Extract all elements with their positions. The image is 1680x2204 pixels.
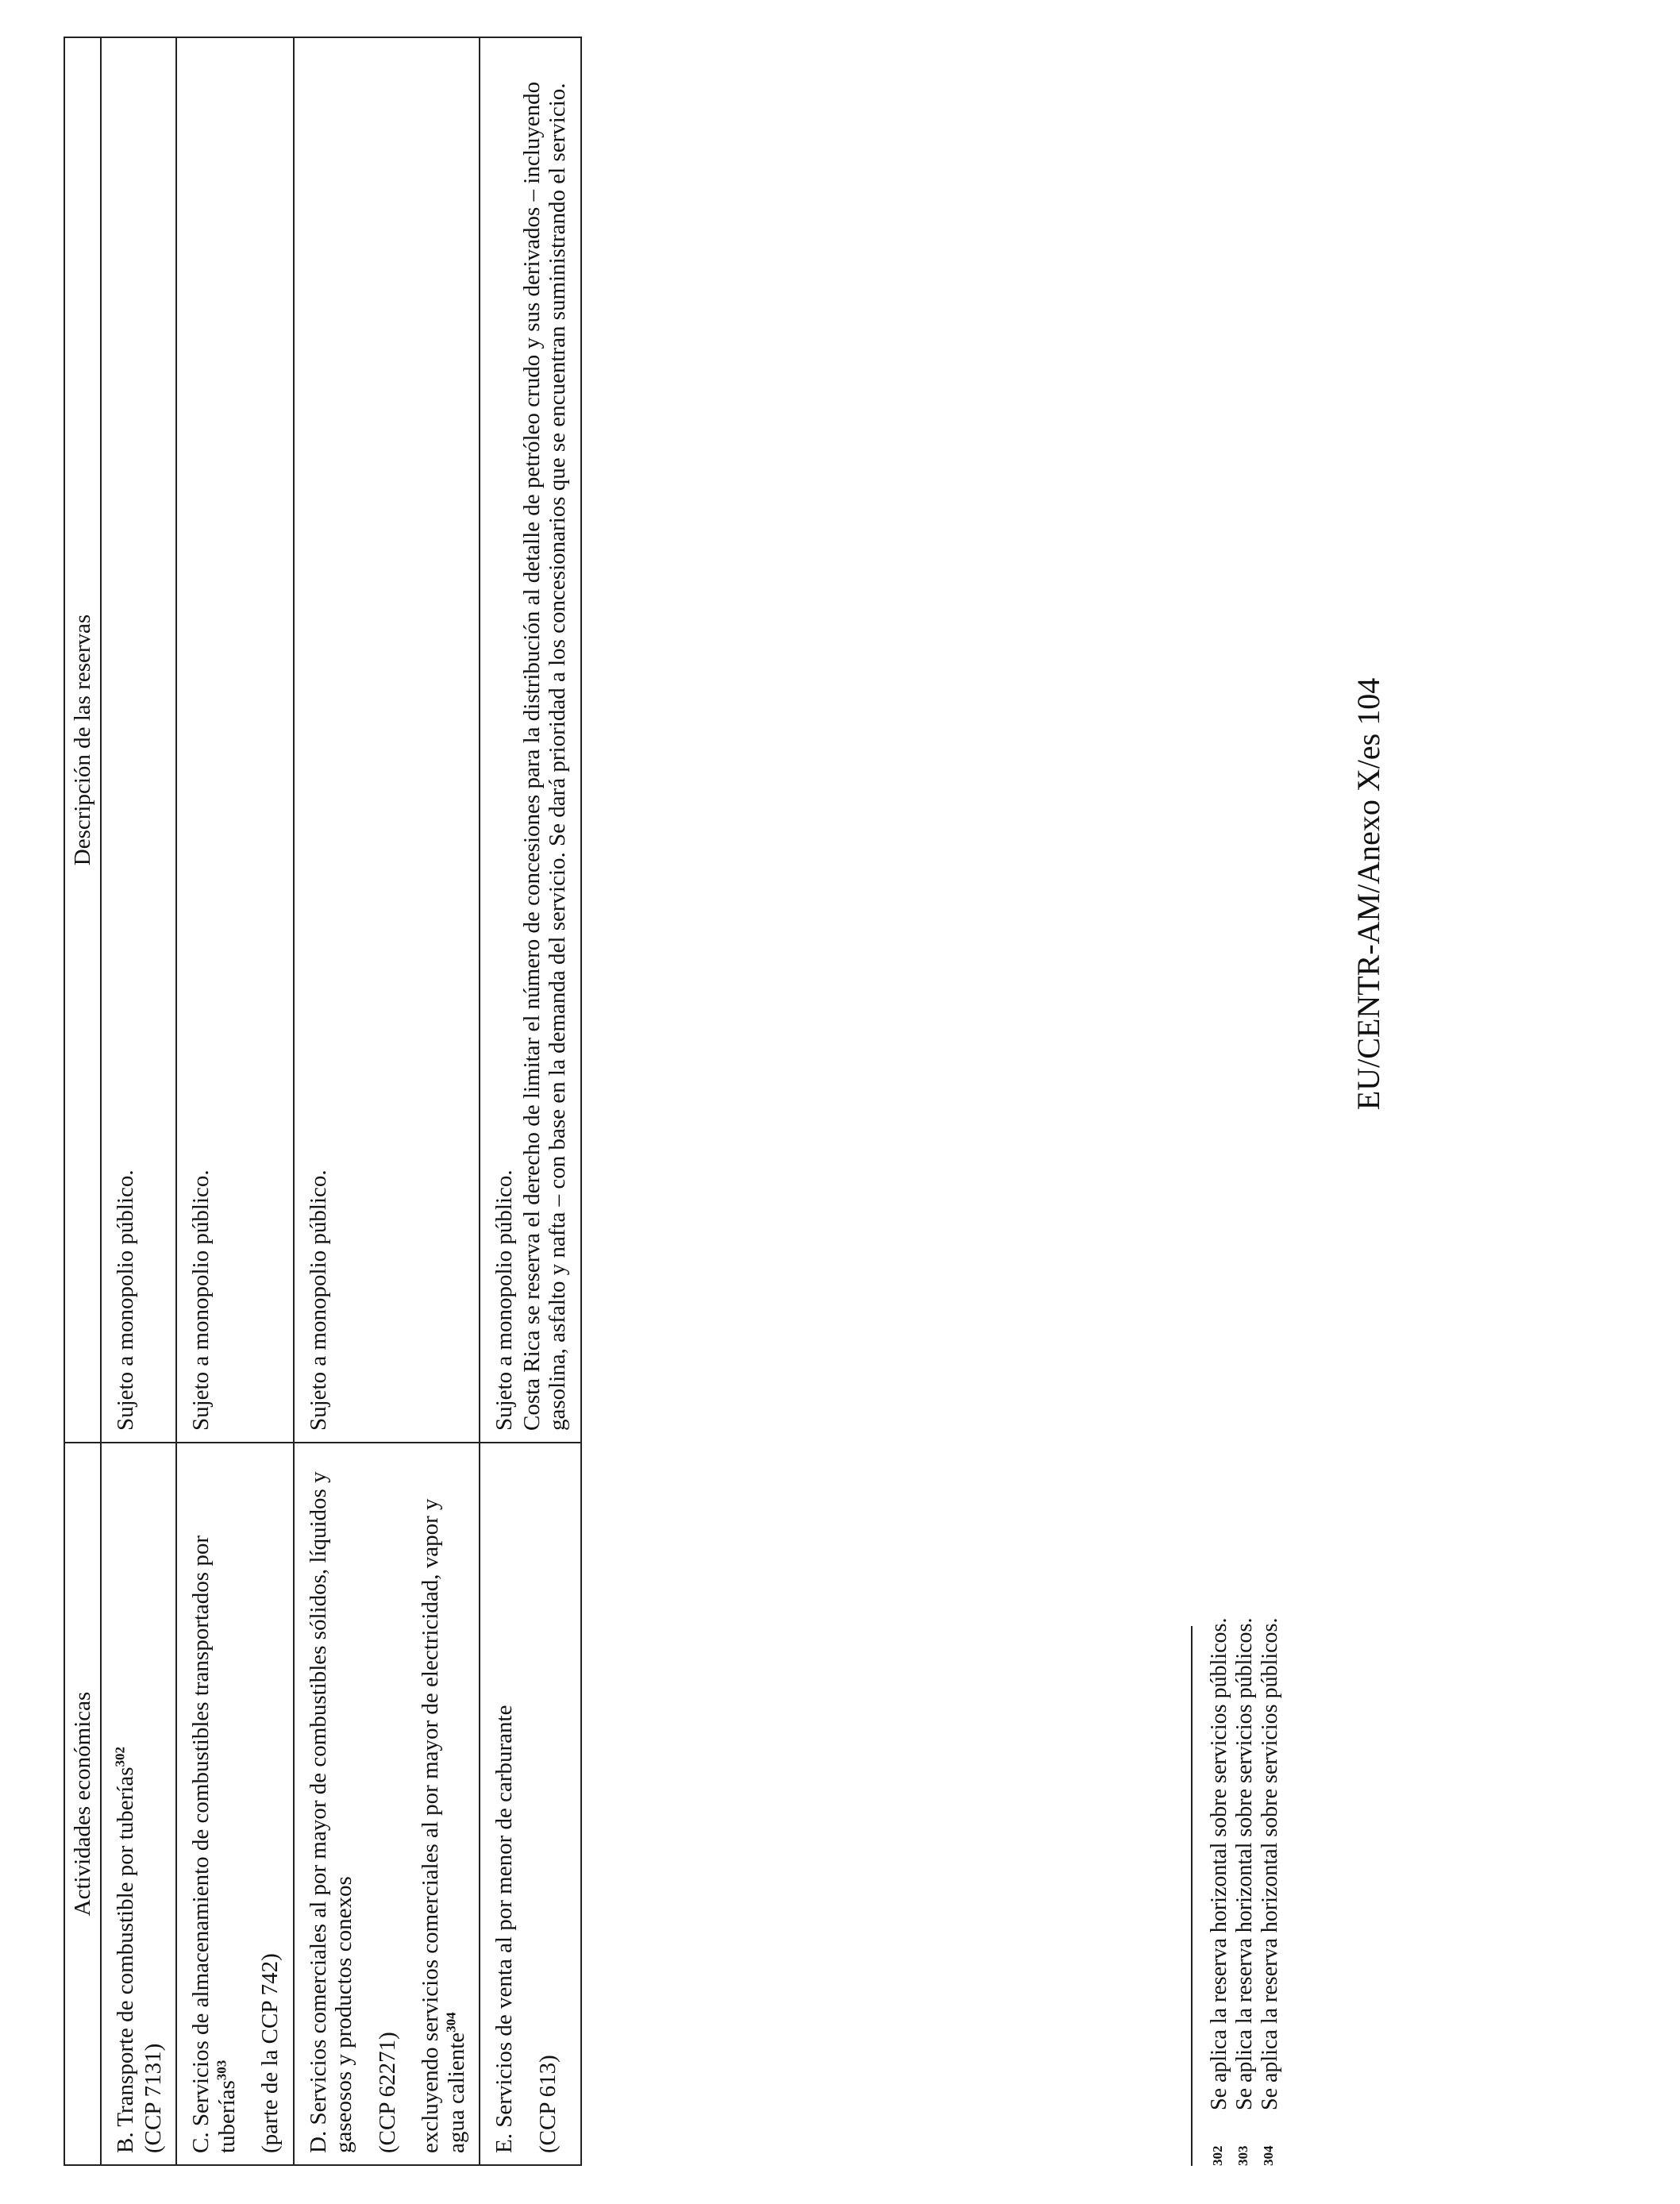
activity-code: (CCP 62271)	[374, 2032, 400, 2153]
footnote-number: 304	[1261, 2145, 1277, 2166]
description-text: Sujeto a monopolio público.	[491, 1169, 518, 1431]
description-cell	[480, 37, 580, 1443]
activity-cell	[101, 1443, 176, 2165]
activity-code: (CCP 613)	[534, 2055, 561, 2153]
description-text: Costa Rica se reserva el derecho de limitar el número de concesiones para la distribución al detalle de petróleo crudo y sus derivados – incluyendo gasolina, asfalto y nafta – con base en la demanda del servicio. Se dará prioridad a los concesionarios que se encuentran suministrando el servicio.	[518, 81, 571, 1431]
description-text: Sujeto a monopolio público.	[305, 1169, 331, 1431]
footnote-divider	[1191, 1626, 1193, 2166]
activity-text: E. Servicios de venta al por menor de carburante	[491, 1705, 518, 2153]
activity-cell	[176, 1443, 293, 2165]
page-reference: EU/CENTR-AM/Anexo X/es 104	[1351, 677, 1386, 1111]
footnote-number: 303	[1235, 2145, 1251, 2166]
activity-text: B. Transporte de combustible por tuberías	[113, 1767, 139, 2153]
reservations-table	[64, 37, 582, 2166]
activity-text: C. Servicios de almacenamiento de combustibles transportados por tuberías	[188, 1535, 240, 2153]
header-description: Descripción de las reservas	[64, 37, 101, 1443]
description-cell	[294, 37, 480, 1443]
footnote	[1207, 896, 1232, 2166]
activity-cell	[294, 1443, 480, 2165]
activity-text: D. Servicios comerciales al por mayor de combustibles sólidos, líquidos y gaseosos y productos conexos	[305, 1471, 357, 2153]
footnote-ref[interactable]: 303	[214, 2060, 229, 2081]
footnote-text: Se aplica la reserva horizontal sobre servicios públicos.	[1232, 1617, 1258, 2110]
table-row	[480, 37, 580, 2165]
description-cell	[176, 37, 293, 1443]
footnote-ref[interactable]: 302	[112, 1746, 128, 1767]
footnote-number: 302	[1210, 2145, 1225, 2166]
table-header-row	[64, 37, 101, 2165]
activity-code: (CCP 7131)	[140, 2043, 166, 2153]
activity-code: (parte de la CCP 742)	[257, 1953, 283, 2153]
description-text: Sujeto a monopolio público.	[188, 1169, 214, 1431]
activity-cell	[480, 1443, 580, 2165]
table-row	[294, 37, 480, 2165]
description-text: Sujeto a monopolio público.	[113, 1169, 139, 1431]
footnote-ref[interactable]: 304	[443, 2012, 459, 2033]
footnote-text: Se aplica la reserva horizontal sobre servicios públicos.	[1207, 1617, 1231, 2110]
footnote	[1232, 896, 1258, 2166]
footnote-text: Se aplica la reserva horizontal sobre servicios públicos.	[1258, 1617, 1283, 2110]
description-cell	[101, 37, 176, 1443]
footnote	[1258, 896, 1283, 2166]
table-row	[101, 37, 176, 2165]
activity-exclusion: excluyendo servicios comerciales al por mayor de electricidad, vapor y agua caliente	[418, 1498, 469, 2153]
header-activities: Actividades económicas	[64, 1443, 101, 2165]
table-row	[176, 37, 293, 2165]
footnotes	[1207, 896, 1284, 2166]
